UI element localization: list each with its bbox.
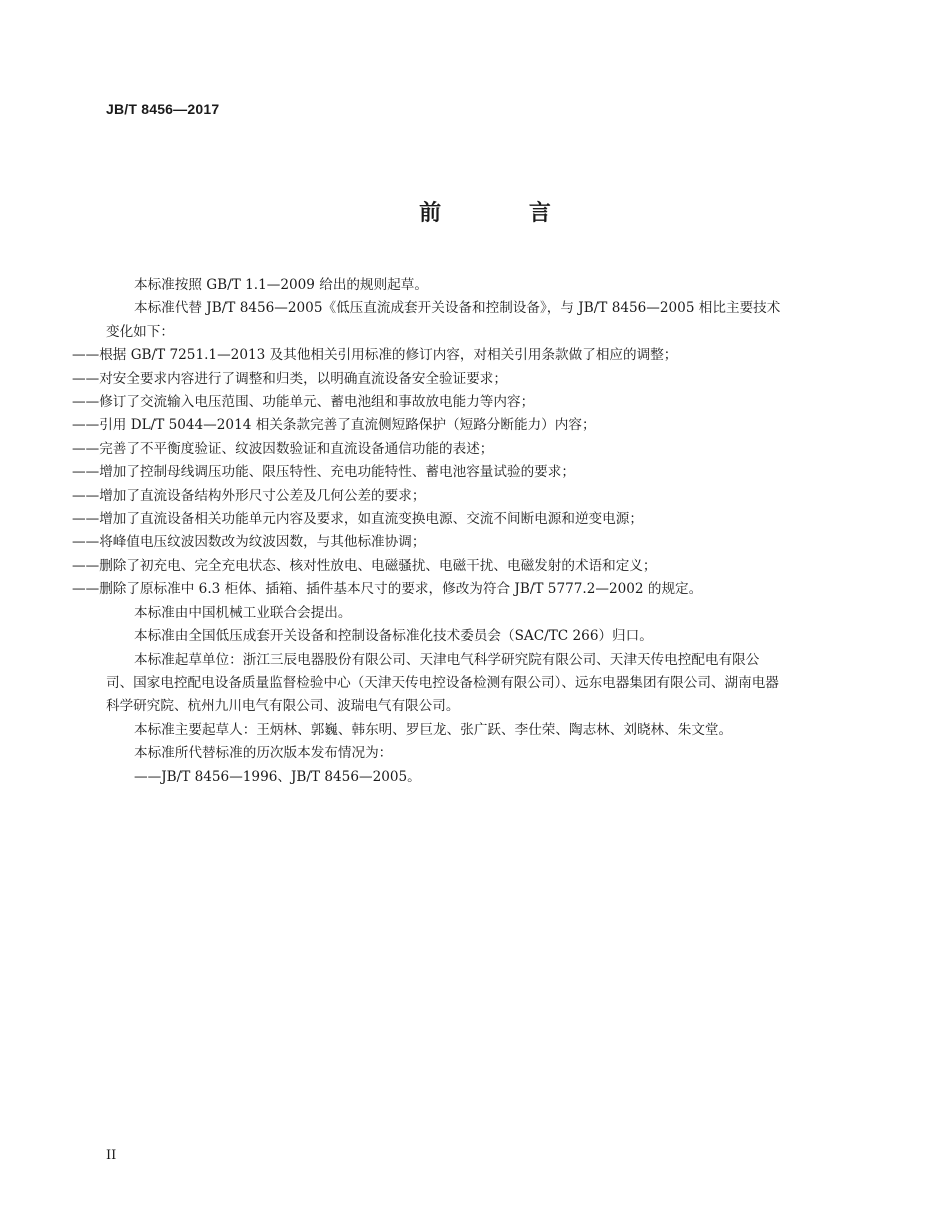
list-item: ——引用 DL/T 5044—2014 相关条款完善了直流侧短路保护（短路分断能力）内容；	[72, 417, 596, 434]
list-item: ——修订了交流输入电压范围、功能单元、蓄电池组和事故放电能力等内容；	[72, 394, 535, 411]
list-item: ——根据 GB/T 7251.1—2013 及其他相关引用标准的修订内容，对相关引用条款做了相应的调整；	[72, 347, 678, 364]
list-item: ——删除了初充电、完全充电状态、核对性放电、电磁骚扰、电磁干扰、电磁发射的术语和定义；	[72, 557, 657, 574]
list-item: ——完善了不平衡度验证、纹波因数验证和直流设备通信功能的表述；	[72, 440, 494, 457]
page-number: II	[106, 1148, 117, 1163]
list-item: ——对安全要求内容进行了调整和归类，以明确直流设备安全验证要求；	[72, 370, 507, 387]
list-item: ——增加了直流设备结构外形尺寸公差及几何公差的要求；	[72, 487, 426, 504]
list-item: ——增加了直流设备相关功能单元内容及要求，如直流变换电源、交流不间断电源和逆变电源；	[72, 511, 643, 528]
list-item: ——删除了原标准中 6.3 柜体、插箱、插件基本尺寸的要求，修改为符合 JB/T 5777.2—2002 的规定。	[72, 581, 703, 598]
list-item: ——增加了控制母线调压功能、限压特性、充电功能特性、蓄电池容量试验的要求；	[72, 464, 575, 481]
paragraph-replacement: 本标准代替 JB/T 8456—2005《低压直流成套开关设备和控制设备》，与 JB/T 8456—2005 相比主要技术变化如下：	[106, 300, 781, 340]
foreword-body	[72, 274, 786, 789]
paragraph-history-intro: 本标准所代替标准的历次版本发布情况为：	[134, 745, 393, 762]
paragraph-proposer: 本标准由中国机械工业联合会提出。	[134, 604, 352, 621]
paragraph-drafting-rules: 本标准按照 GB/T 1.1—2009 给出的规则起草。	[134, 277, 428, 293]
standard-code: JB/T 8456—2017	[106, 101, 220, 117]
paragraph-drafting-units: 本标准起草单位：浙江三辰电器股份有限公司、天津电气科学研究院有限公司、天津天传电控配电有限公司、国家电控配电设备质量监督检验中心（天津天传电控设备检测有限公司）、远东电器集团有限公司、湖南电器科学研究院、杭州九川电气有限公司、波瑞电气有限公司。	[106, 651, 779, 715]
paragraph-committee: 本标准由全国低压成套开关设备和控制设备标准化技术委员会（SAC/TC 266）归口。	[134, 628, 653, 645]
paragraph-drafters: 本标准主要起草人：王炳林、郭巍、韩东明、罗巨龙、张广跃、李仕荣、陶志林、刘晓林、朱文堂。	[134, 721, 733, 738]
list-item: ——将峰值电压纹波因数改为纹波因数，与其他标准协调；	[72, 534, 426, 551]
paragraph-history-list: ——JB/T 8456—1996、JB/T 8456—2005。	[134, 768, 421, 785]
page-title: 前 言	[419, 201, 591, 226]
